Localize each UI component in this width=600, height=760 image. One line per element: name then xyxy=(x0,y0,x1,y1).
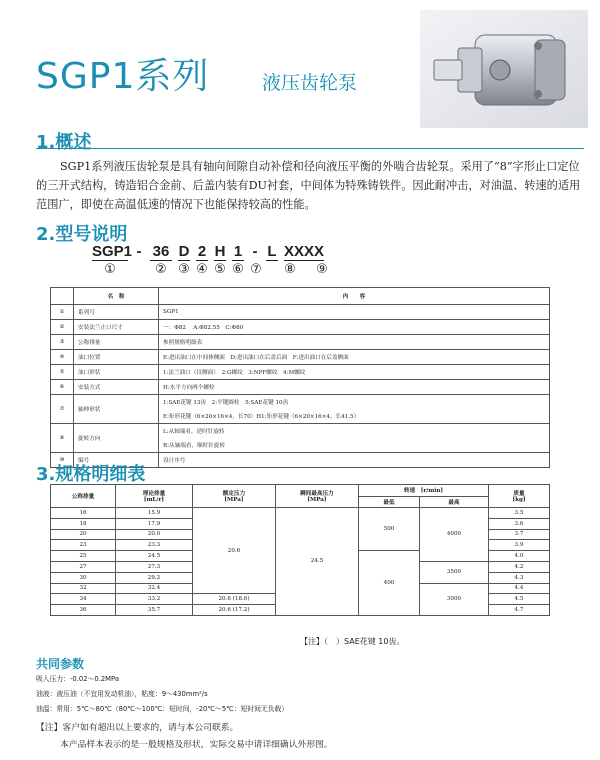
model-number: ⑤ xyxy=(214,262,226,277)
col-header: 质量 [kg] xyxy=(489,485,550,508)
table-row: ③ 公称排量 参照规格明细表 xyxy=(51,335,550,350)
table-row: ① 系列号 SGP1 xyxy=(51,305,550,320)
model-part: L xyxy=(267,243,277,260)
common-line: 吸入压力：-0.02～0.2MPa xyxy=(36,675,119,683)
model-part: 36 xyxy=(150,243,172,261)
spec-note: 【注】（ ）SAE花键 10齿。 xyxy=(300,637,405,646)
table-header-cell: 内 容 xyxy=(159,288,550,305)
col-header: 公称排量 xyxy=(51,485,116,508)
model-part: SGP1 xyxy=(92,243,133,260)
common-line: 油液：液压油（不宜用发动机油），粘度：9～430mm²/s xyxy=(36,690,208,698)
common-line: 油温：常用：5℃～80℃（80℃～100℃：短时间，-20℃～5℃：短时间无负载） xyxy=(36,705,289,713)
model-part: 2 xyxy=(197,243,207,260)
table-row: 25 24.5 400 4.0 xyxy=(51,551,550,562)
common-heading: 共同参数 xyxy=(36,657,85,671)
pump-photo xyxy=(420,10,588,128)
footer-note-2: 本产品样本表示的是一般规格及形状，实际交易中请详细确认外形图。 xyxy=(60,740,333,750)
table-row: 30 29.2 4.3 xyxy=(51,572,550,583)
model-part: - xyxy=(252,243,258,260)
col-header: 最低 xyxy=(359,496,420,508)
overview-text: SGP1系列液压齿轮泵是具有轴向间隙自动补偿和径向液压平衡的外啮合齿轮泵。采用了“8”字形止口定位的三开式结构，铸造铝合金前、后盖内装有DU衬套，中间体为特殊铸铁件。因此耐冲击，对油温、转速的适用范围广，即使在高温低速的情况下也能保持较高的性能。 xyxy=(36,160,581,211)
table-row: 16 15.9 20.6 24.5 500 4000 3.5 xyxy=(51,508,550,519)
table-row: ⑦ 轴伸形状 1:SAE花键 13齿 2:平键圆柱 5:SAE花键 10齿 xyxy=(51,395,550,410)
divider xyxy=(36,148,584,149)
table-row: ② 安装法兰止口尺寸 一：Φ82 A:Φ82.55 C:Φ80 xyxy=(51,320,550,335)
table-row: ⑩ 编号 设计序号 xyxy=(51,453,550,468)
table-row: 34 33.2 20.6 (18.6) 4.5 xyxy=(51,594,550,605)
model-number: ③ xyxy=(178,262,190,277)
table-row: ⑤ 油口形状 1:法兰油口（仅侧面） 2:G螺纹 3:NPF螺纹 4:M螺纹 xyxy=(51,365,550,380)
col-header: 最高 xyxy=(420,496,489,508)
table-header-cell xyxy=(51,288,74,305)
section-2-heading: 2.型号说明 xyxy=(36,224,128,245)
section-1-heading: 1.概述 xyxy=(36,132,92,153)
table-header-cell: 名 称 xyxy=(74,288,159,305)
model-part: - xyxy=(136,243,142,260)
model-number: ① xyxy=(104,262,116,277)
model-number: ⑦ xyxy=(250,262,262,277)
table-row: ⑥ 安装方式 H:水平方向两个螺栓 xyxy=(51,380,550,395)
model-number: ⑨ xyxy=(316,262,328,277)
table-row: 23 23.3 3.9 xyxy=(51,540,550,551)
table-row: 32 32.4 3000 4.4 xyxy=(51,583,550,594)
section-3-heading: 3.规格明细表 xyxy=(36,464,146,485)
table-row: 20 20.0 3.7 xyxy=(51,529,550,540)
model-part: D xyxy=(178,243,190,260)
model-table xyxy=(50,287,550,468)
table-row: 27 27.3 3500 4.2 xyxy=(51,561,550,572)
col-header: 理论排量 [mL/r] xyxy=(116,485,193,508)
table-row: 18 17.9 3.6 xyxy=(51,518,550,529)
model-number: ⑥ xyxy=(232,262,244,277)
table-row: ⑨ 旋转方向 L:从轴端看，逆时针旋转 xyxy=(51,424,550,439)
spec-table xyxy=(50,484,550,616)
model-part: H xyxy=(214,243,226,260)
model-numbers xyxy=(92,262,342,277)
model-code xyxy=(92,243,330,261)
table-row: E:矩形花键（6×20×16×4，长70）H1:矩形花键（6×20×16×4，长41.5） xyxy=(51,409,550,424)
model-part: 1 xyxy=(233,243,243,260)
page-title: SGP1系列 xyxy=(36,56,210,97)
table-row: ④ 油口位置 E:进出油口在中间体侧面 D:进出油口在后盖后面 F:进出油口在后盖侧面 xyxy=(51,350,550,365)
table-row: R:从轴端看，顺时针旋转 xyxy=(51,438,550,453)
col-header: 额定压力 [MPa] xyxy=(193,485,276,508)
model-number: ④ xyxy=(196,262,208,277)
col-header: 转速 [r/min] xyxy=(359,485,489,497)
col-header: 瞬间最高压力 [MPa] xyxy=(276,485,359,508)
model-part: XXXX xyxy=(284,243,325,260)
page-subtitle: 液压齿轮泵 xyxy=(262,72,358,94)
model-number: ② xyxy=(155,262,167,277)
table-row: 36 35.7 20.6 (17.2) 4.7 xyxy=(51,605,550,616)
model-number: ⑧ xyxy=(284,262,296,277)
footer-note-1: 【注】客户如有超出以上要求的，请与本公司联系。 xyxy=(36,723,239,733)
